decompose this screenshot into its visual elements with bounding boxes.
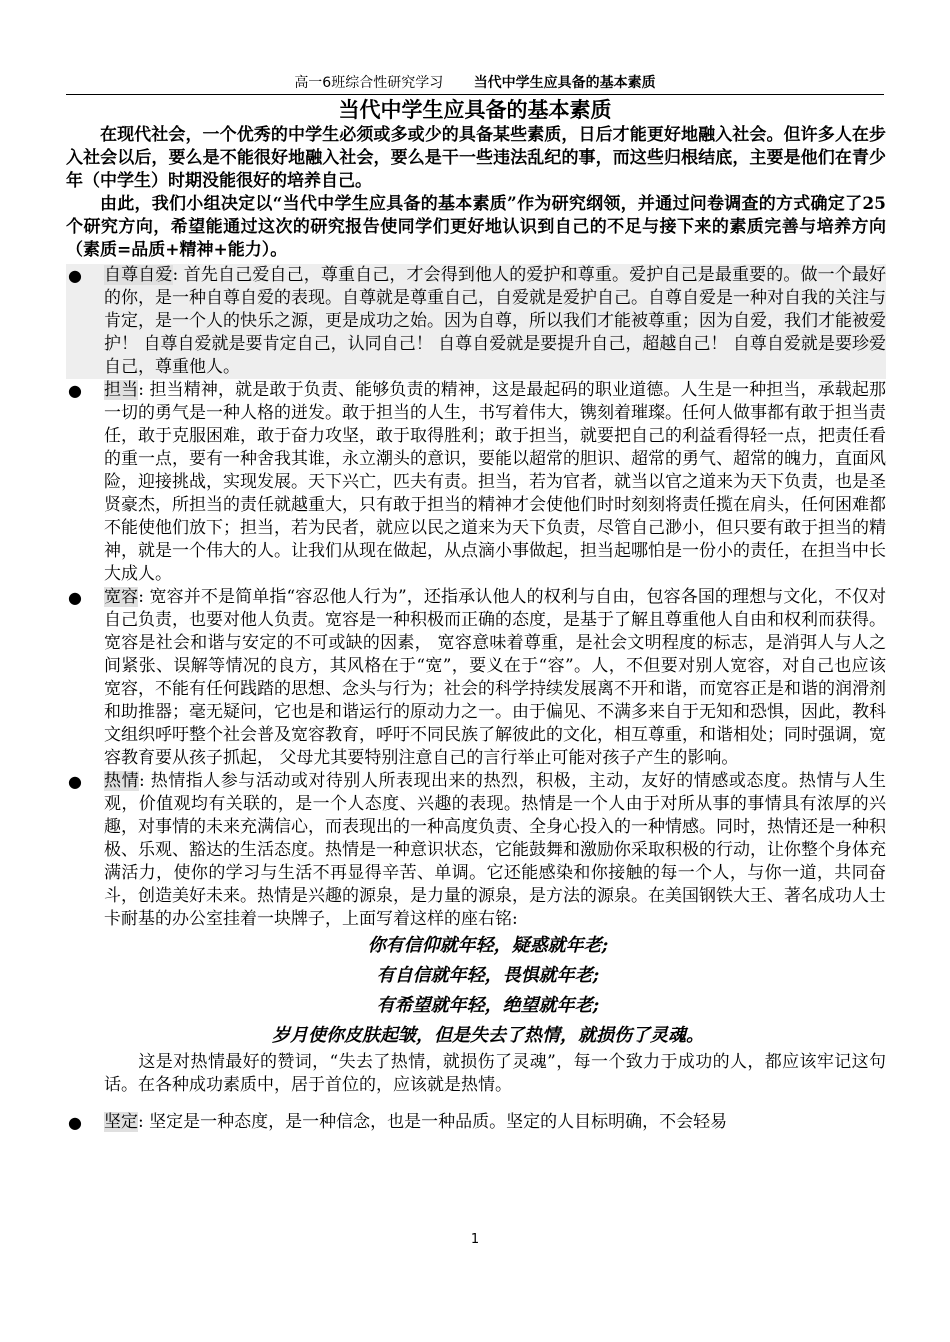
header-course: 高一6班综合性研究学习 <box>294 75 444 91</box>
item-text: : 首先自己爱自己，尊重自己，才会得到他人的爱护和尊重。爱护自己是最重要的。做一个最好的你，是一种自尊自爱的表现。自尊就是尊重自己，自爱就是爱护自己。自尊自爱是一种对自我的关注与肯定，是一个人的快乐之源，更是成功之始。因为自尊，所以我们才能被尊重；因为自爱，我们才能被爱护！ 自尊自爱就是要肯定自己，认同自己！ 自尊自爱就是要提升自己，超越自己！ 自尊自爱就是要珍爱自己，尊重他人。 <box>104 265 886 377</box>
bullet-icon: ● <box>68 588 82 607</box>
list-item-firmness <box>66 1111 886 1134</box>
header-topic: 当代中学生应具备的基本素质 <box>473 75 656 91</box>
item-text: : 坚定是一种态度，是一种信念，也是一种品质。坚定的人目标明确，不会轻易 <box>138 1112 728 1132</box>
list-item-tolerance <box>66 586 886 770</box>
intro-paragraph-2: 由此，我们小组决定以“当代中学生应具备的基本素质”作为研究纲领，并通过问卷调查的方式确定了25个研究方向，希望能通过这次的研究报告使同学们更好地认识到自己的不足与接下来的素质完善与培养方向（素质=品质+精神+能力）。 <box>66 194 886 260</box>
bullet-icon: ● <box>68 266 82 285</box>
list-item-enthusiasm <box>66 770 886 931</box>
bullet-icon: ● <box>68 1113 82 1132</box>
page-number: 1 <box>470 1232 480 1247</box>
motto-line: 有自信就年轻，畏惧就年老; <box>376 965 600 986</box>
quality-list <box>66 264 886 1134</box>
item-term: 担当 <box>104 380 139 400</box>
summary-text: 这是对热情最好的赞词，“失去了热情，就损伤了灵魂”，每一个致力于成功的人，都应该牢记这句话。在各种成功素质中，居于首位的，应该就是热情。 <box>104 1052 886 1095</box>
motto-line: 岁月使你皮肤起皱，但是失去了热情，就损伤了灵魂。 <box>272 1025 704 1046</box>
item-term: 坚定 <box>104 1112 138 1132</box>
header-rule <box>66 94 884 95</box>
list-item-self-respect <box>66 264 886 379</box>
bullet-icon: ● <box>68 772 82 791</box>
item-term: 宽容 <box>104 587 139 607</box>
item-term: 热情 <box>104 771 140 791</box>
item-text: : 热情指人参与活动或对待别人所表现出来的热烈，积极，主动，友好的情感或态度。热情与人生观，价值观均有关联的，是一个人态度、兴趣的表现。热情是一个人由于对所从事的事情具有浓厚的兴趣，对事情的未来充满信心，而表现出的一种高度负责、全身心投入的一种情感。同时，热情还是一种积极、乐观、豁达的生活态度。热情是一种意识状态，它能鼓舞和激励你采取积极的行动，让你整个身体充满活力，使你的学习与生活不再显得辛苦、单调。它还能感染和你接触的每一个人，与你一道，共同奋斗，创造美好未来。热情是兴趣的源泉，是力量的源泉，是方法的源泉。在美国钢铁大王、著名成功人士卡耐基的办公室挂着一块牌子，上面写着这样的座右铭: <box>104 771 886 929</box>
enthusiasm-summary <box>66 1051 886 1097</box>
motto-line: 你有信仰就年轻，疑惑就年老; <box>367 935 609 956</box>
item-text: : 宽容并不是简单指“容忍他人行为”，还指承认他人的权利与自由，包容各国的理想与文化，不仅对自己负责，也要对他人负责。宽容是一种积极而正确的态度，是基于了解且尊重他人自由和权利而获得。宽容是社会和谐与安定的不可或缺的因素， 宽容意味着尊重，是社会文明程度的标志，是消弭人与人之间紧张、误解等情况的良方，其风格在于“宽”，要义在于“容”。人，不但要对别人宽容，对自己也应该宽容，不能有任何践踏的思想、念头与行为；社会的科学持续发展离不开和谐，而宽容正是和谐的润滑剂和助推器；毫无疑问，它也是和谐运行的原动力之一。由于偏见、不满多来自于无知和恐惧，因此，教科文组织呼吁整个社会普及宽容教育，呼吁不同民族了解彼此的文化，相互尊重，和谐相处；同时强调，宽容教育要从孩子抓起， 父母尤其要特别注意自己的言行举止可能对孩子产生的影响。 <box>104 587 887 768</box>
bullet-icon: ● <box>68 381 82 400</box>
list-item-responsibility <box>66 379 886 586</box>
page-header <box>0 74 950 92</box>
document-title: 当代中学生应具备的基本素质 <box>338 97 612 122</box>
intro-paragraph-1: 在现代社会，一个优秀的中学生必须或多或少的具备某些素质，日后才能更好地融入社会。但许多人在步入社会以后，要么是不能很好地融入社会，要么是干一些违法乱纪的事，而这些归根结底，主要是他们在青少年（中学生）时期没能很好的培养自己。 <box>66 125 886 191</box>
intro-section <box>66 124 886 262</box>
item-term: 自尊自爱 <box>104 265 173 285</box>
item-text: : 担当精神，就是敢于负责、能够负责的精神，这是最起码的职业道德。人生是一种担当，承载起那一切的勇气是一种人格的迸发。敢于担当的人生，书写着伟大，镌刻着璀璨。任何人做事都有敢于担当责任，敢于克服困难，敢于奋力攻坚，敢于取得胜利；敢于担当，就要把自己的利益看得轻一点，把责任看的重一点，要有一种舍我其谁，永立潮头的意识，要能以超常的胆识、超常的勇气、超常的魄力，直面风险，迎接挑战，实现发展。天下兴亡，匹夫有责。担当，若为官者，就当以官之道来为天下负责，也是圣贤豪杰，所担当的责任就越重大，只有敢于担当的精神才会使他们时时刻刻将责任揽在肩头，任何困难都不能使他们放下；担当，若为民者，就应以民之道来为天下负责，尽管自己渺小，但只要有敢于担当的精神，就是一个伟大的人。让我们从现在做起，从点滴小事做起，担当起哪怕是一份小的责任，在担当中长大成人。 <box>104 380 886 584</box>
motto-line: 有希望就年轻，绝望就年老; <box>376 995 600 1016</box>
